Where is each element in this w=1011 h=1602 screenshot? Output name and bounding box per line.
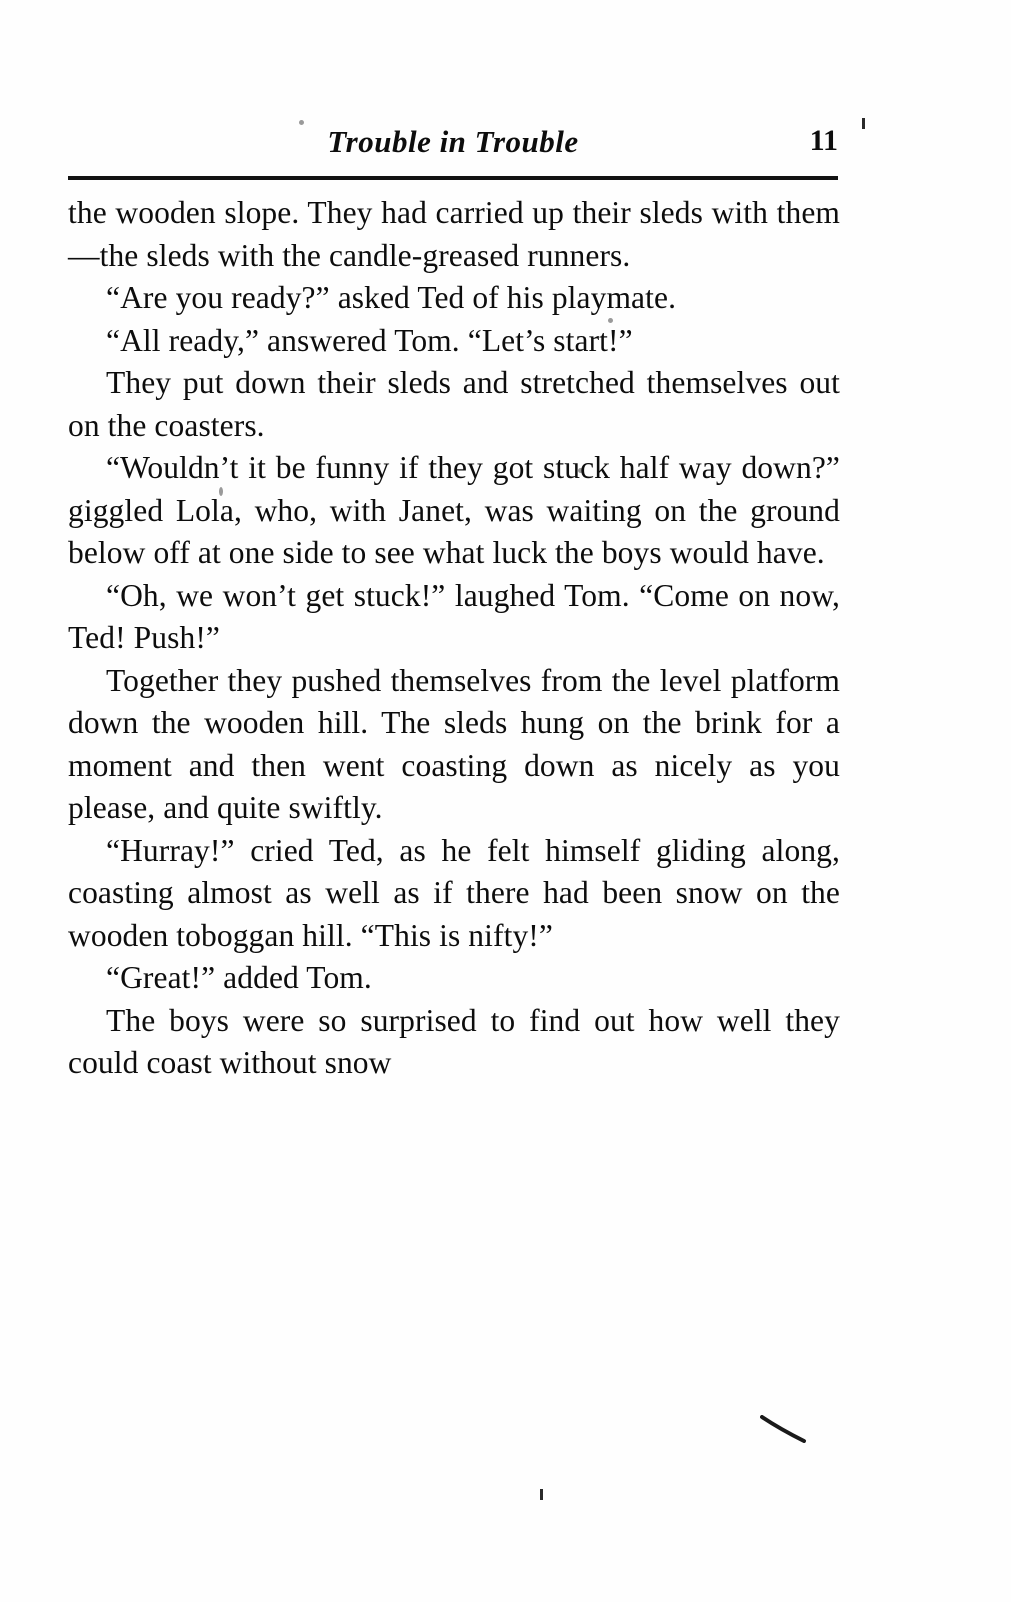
paragraph: Together they pushed themselves from the level platform down the wooden hill. The sleds hung on the brink for a moment and then went coasting down as nicely as you please, and quite swiftly. — [68, 662, 840, 825]
paragraph: “Hurray!” cried Ted, as he felt himself gliding along, coasting almost as well as if there had been snow on the wooden toboggan hill. “This is nifty!” — [68, 832, 840, 953]
page-edge-mark-top — [862, 118, 865, 129]
body-text — [68, 192, 840, 1085]
paragraph: The boys were so surprised to find out how well they could coast without snow — [68, 1002, 840, 1080]
paragraph: “Are you ready?” asked Ted of his playmate. — [106, 280, 677, 315]
paragraph: “Wouldn’t it be funny if they got stuck half way down?” giggled Lola, who, with Janet, was waiting on the ground below off at one side to see what luck the boys would have. — [68, 450, 840, 570]
running-head: Trouble in Trouble — [327, 124, 579, 159]
paragraph: the wooden slope. They had carried up their sleds with them—the sleds with the candle-greased runners. — [68, 195, 840, 273]
page-header — [68, 120, 838, 172]
header-rule — [68, 176, 838, 180]
paragraph: They put down their sleds and stretched themselves out on the coasters. — [68, 365, 840, 443]
page-content — [68, 120, 840, 1080]
page-edge-mark-bottom — [540, 1489, 543, 1500]
ink-swash-mark — [760, 1415, 808, 1443]
paragraph: “Oh, we won’t get stuck!” laughed Tom. “Come on now, Ted! Push!” — [68, 577, 840, 655]
paragraph: “All ready,” answered Tom. “Let’s start!” — [106, 322, 633, 358]
paragraph: “Great!” added Tom. — [106, 960, 372, 995]
page-number: 11 — [809, 124, 838, 157]
